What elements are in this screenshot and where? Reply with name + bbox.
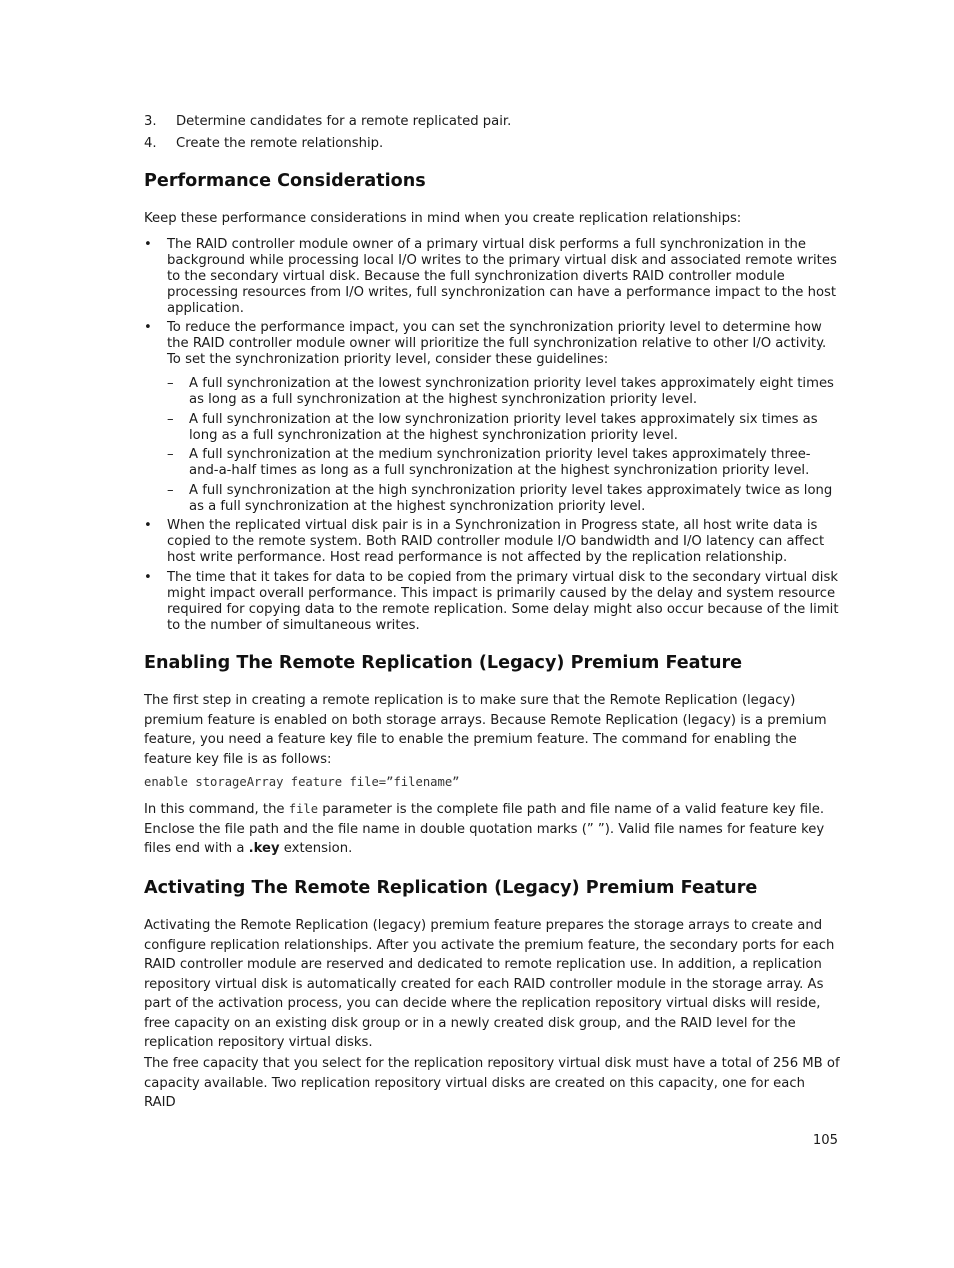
enabling-paragraph: The first step in creating a remote replication is to make sure that the Remote Replication (legacy) premium feature is enabled on both storage arrays. Because Remote Replication (legacy) is a premium feature, you need a feature key file to enable the premium feature. The command for enabling the feature key file is as follows: xyxy=(144,693,827,767)
step-number: 4. xyxy=(144,136,157,151)
bullet-mark: • xyxy=(144,320,152,335)
inline-code: file xyxy=(288,802,319,816)
bullet-mark: • xyxy=(144,518,152,533)
dash-text: A full synchronization at the low synchronization priority level takes approximately six times as long as a full synchronization at the highest synchronization priority level. xyxy=(189,412,818,443)
bullet-text: To reduce the performance impact, you can set the synchronization priority level to determine how the RAID controller module owner will prioritize the full synchronization relative to other I/O activity. To set the synchronization priority level, consider these guidelines: xyxy=(167,320,827,367)
text-run: extension. xyxy=(279,841,353,856)
activating-capacity-paragraph: The free capacity that you select for the replication repository virtual disk must have a total of 256 MB of capacity available. Two replication repository virtual disks are created on this capacity, one for each RAID xyxy=(144,1056,840,1110)
dash-mark: – xyxy=(167,412,174,427)
page-number: 105 xyxy=(812,1133,838,1148)
step-text: Create the remote relationship. xyxy=(176,136,384,151)
bullet-mark: • xyxy=(144,237,152,252)
bullet-text: The time that it takes for data to be copied from the primary virtual disk to the secondary virtual disk might impact overall performance. This impact is primarily caused by the delay and system resource required for copying data to the remote replication. Some delay might also occur because of the limit to the number of simultaneous writes. xyxy=(167,570,839,633)
activating-paragraph: Activating the Remote Replication (legacy) premium feature prepares the storage arrays to create and configure replication relationships. After you activate the premium feature, the secondary ports for each RAID controller module are reserved and dedicated to remote replication use. In addition, a replication repository virtual disk is automatically created for each RAID controller module in the storage array. As part of the activation process, you can decide where the replication repository virtual disks will reside, free capacity on an existing disk group or in a newly created disk group, and the RAID level for the replication repository virtual disks. xyxy=(144,918,835,1050)
text-run: parameter is the complete file path and file name of a valid feature key file. Enclose the file path and the file name in double quotation marks (” ”). Valid file names for feature key files end with a xyxy=(144,802,825,856)
step-number: 3. xyxy=(144,114,157,129)
dash-mark: – xyxy=(167,447,174,462)
command-example: enable storageArray feature file=”filename” xyxy=(144,775,460,789)
step-text: Determine candidates for a remote replicated pair. xyxy=(176,114,512,129)
bullet-mark: • xyxy=(144,570,152,585)
bullet-text: When the replicated virtual disk pair is in a Synchronization in Progress state, all host write data is copied to the remote system. Both RAID controller module I/O bandwidth and I/O latency can affect host write performance. Host read performance is not affected by the replication relationship. xyxy=(167,518,825,565)
dash-mark: – xyxy=(167,483,174,498)
bold-extension: .key xyxy=(248,841,280,856)
dash-text: A full synchronization at the high synchronization priority level takes approximately twice as long as a full synchronization at the highest synchronization priority level. xyxy=(189,483,833,514)
performance-intro: Keep these performance considerations in mind when you create replication relationships: xyxy=(144,211,742,226)
heading-enabling-premium-feature: Enabling The Remote Replication (Legacy) Premium Feature xyxy=(144,653,743,673)
dash-text: A full synchronization at the lowest synchronization priority level takes approximately eight times as long as a full synchronization at the highest synchronization priority level. xyxy=(189,376,834,407)
enabling-command-explanation xyxy=(144,800,840,859)
heading-performance-considerations: Performance Considerations xyxy=(144,171,426,191)
heading-activating-premium-feature: Activating The Remote Replication (Legacy) Premium Feature xyxy=(144,878,758,898)
dash-mark: – xyxy=(167,376,174,391)
text-run: In this command, the xyxy=(144,802,289,817)
dash-text: A full synchronization at the medium synchronization priority level takes approximately three-and-a-half times as long as a full synchronization at the highest synchronization priority level. xyxy=(189,447,811,478)
bullet-text: The RAID controller module owner of a primary virtual disk performs a full synchronization in the background while processing local I/O writes to the primary virtual disk and associated remote writes to the secondary virtual disk. Because the full synchronization diverts RAID controller module processing resources from I/O writes, full synchronization can have a performance impact to the host application. xyxy=(167,237,837,316)
